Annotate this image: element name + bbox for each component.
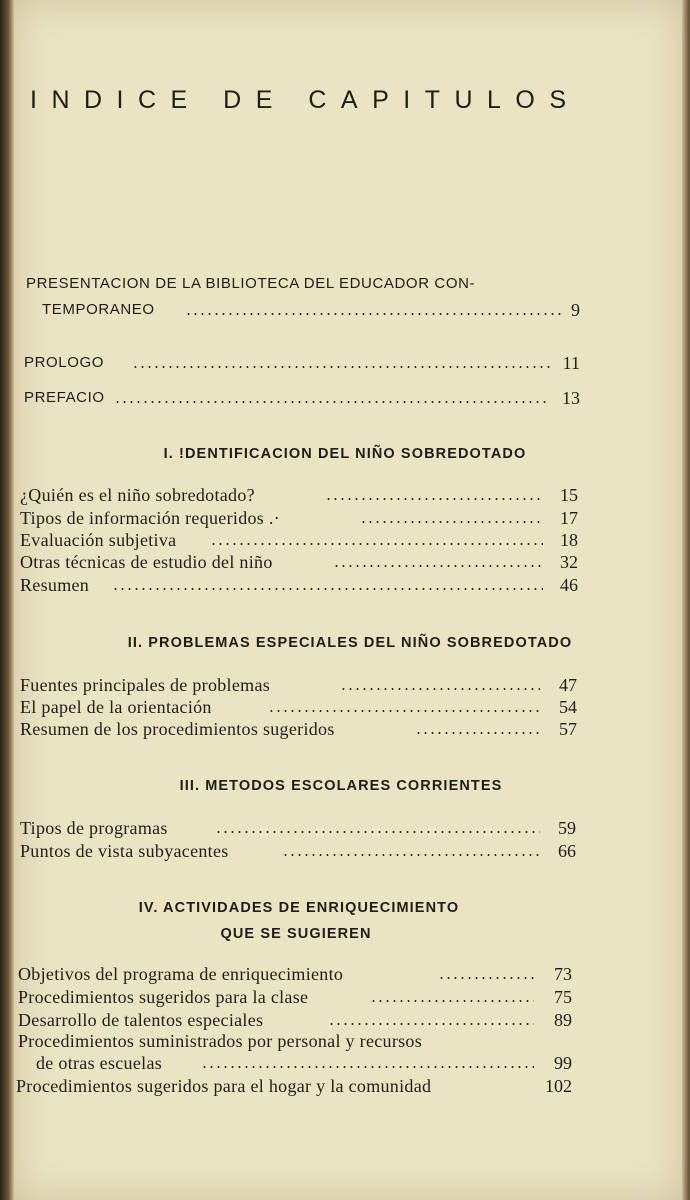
entry-page: 57 bbox=[559, 719, 577, 739]
chapter-4-heading-line2: QUE SE SUGIEREN bbox=[220, 926, 372, 942]
chapter-4-heading-line1: IV. ACTIVIDADES DE ENRIQUECIMIENTO bbox=[138, 900, 460, 916]
entry-label: Procedimientos sugeridos para el hogar y la comunidad bbox=[16, 1076, 432, 1096]
presentacion-line1: PRESENTACION DE LA BIBLIOTECA DEL EDUCADOR CON- bbox=[26, 275, 476, 292]
entry-page: 102 bbox=[545, 1076, 572, 1096]
dot-leader bbox=[415, 732, 540, 734]
dot-leader bbox=[370, 1000, 534, 1002]
chapter-2-heading: II. PROBLEMAS ESPECIALES DEL NIÑO SOBREDOTADO bbox=[127, 635, 573, 651]
toc-entry[interactable] bbox=[36, 1053, 572, 1075]
dot-leader bbox=[201, 1066, 534, 1068]
entry-label: PROLOGO bbox=[24, 354, 105, 371]
toc-entry[interactable] bbox=[20, 575, 578, 597]
toc-entry-presentacion[interactable] bbox=[42, 300, 580, 322]
entry-page: 18 bbox=[560, 530, 578, 550]
entry-label: Desarrollo de talentos especiales bbox=[18, 1010, 264, 1030]
entry-label: El papel de la orientación bbox=[20, 697, 212, 717]
entry-label: Procedimientos sugeridos para la clase bbox=[18, 987, 309, 1007]
entry-label: PREFACIO bbox=[24, 389, 105, 406]
entry-label: Tipos de programas bbox=[20, 818, 168, 838]
dot-leader bbox=[328, 1023, 534, 1025]
entry-page: 47 bbox=[559, 675, 577, 695]
toc-entry[interactable] bbox=[20, 552, 578, 574]
book-spine-shadow bbox=[0, 0, 14, 1200]
entry-label: de otras escuelas bbox=[36, 1053, 163, 1073]
dot-leader bbox=[360, 521, 543, 523]
dot-leader bbox=[282, 854, 540, 856]
toc-entry[interactable] bbox=[20, 675, 577, 697]
entry-page: 54 bbox=[559, 697, 577, 717]
entry-page: 13 bbox=[562, 388, 580, 408]
dot-leader bbox=[215, 831, 540, 833]
dot-leader bbox=[210, 543, 543, 545]
toc-entry-prologo[interactable] bbox=[24, 353, 580, 375]
entry-page: 75 bbox=[554, 987, 572, 1007]
toc-entry[interactable] bbox=[20, 697, 577, 719]
entry-page: 11 bbox=[562, 353, 580, 373]
dot-leader bbox=[333, 565, 543, 567]
entry-page: 9 bbox=[571, 300, 580, 320]
entry-page: 59 bbox=[558, 818, 576, 838]
toc-entry[interactable] bbox=[18, 964, 572, 986]
entry-label: Fuentes principales de problemas bbox=[20, 675, 271, 695]
dot-leader bbox=[112, 588, 543, 590]
page-title: INDICE DE CAPITULOS bbox=[30, 86, 581, 114]
page-edge-shadow bbox=[682, 0, 690, 1200]
entry-page: 99 bbox=[554, 1053, 572, 1073]
entry-page: 46 bbox=[560, 575, 578, 595]
entry-page: 73 bbox=[554, 964, 572, 984]
entry-label: ¿Quién es el niño sobredotado? bbox=[20, 485, 255, 505]
entry-label: Objetivos del programa de enriquecimiento bbox=[18, 964, 344, 984]
entry-page: 89 bbox=[554, 1010, 572, 1030]
toc-entry[interactable] bbox=[20, 841, 576, 863]
toc-entry[interactable] bbox=[20, 530, 578, 552]
entry-label: Otras técnicas de estudio del niño bbox=[20, 552, 273, 572]
dot-leader bbox=[325, 498, 543, 500]
toc-entry[interactable] bbox=[18, 1010, 572, 1032]
dot-leader bbox=[114, 401, 549, 403]
dot-leader bbox=[340, 688, 540, 690]
toc-entry-prefacio[interactable] bbox=[24, 388, 580, 410]
entry-label-line1: Procedimientos suministrados por personal y recursos bbox=[18, 1031, 423, 1051]
entry-label: TEMPORANEO bbox=[42, 301, 155, 318]
entry-page: 66 bbox=[558, 841, 576, 861]
dot-leader bbox=[185, 313, 565, 315]
entry-label: Resumen de los procedimientos sugeridos bbox=[20, 719, 335, 739]
chapter-3-heading: III. METODOS ESCOLARES CORRIENTES bbox=[179, 778, 503, 794]
entry-label: Evaluación subjetiva bbox=[20, 530, 177, 550]
dot-leader bbox=[132, 366, 552, 368]
entry-label: Resumen bbox=[20, 575, 90, 595]
toc-entry[interactable] bbox=[16, 1076, 572, 1098]
toc-entry[interactable] bbox=[20, 485, 578, 507]
entry-page: 15 bbox=[560, 485, 578, 505]
toc-entry[interactable] bbox=[20, 508, 578, 530]
toc-entry[interactable] bbox=[18, 987, 572, 1009]
entry-label: Tipos de información requeridos .· bbox=[20, 508, 280, 528]
entry-label: Puntos de vista subyacentes bbox=[20, 841, 229, 861]
entry-page: 17 bbox=[560, 508, 578, 528]
dot-leader bbox=[268, 710, 540, 712]
chapter-1-heading: I. !DENTIFICACION DEL NIÑO SOBREDOTADO bbox=[163, 446, 527, 462]
dot-leader bbox=[438, 977, 534, 979]
toc-entry[interactable] bbox=[20, 719, 577, 741]
toc-entry[interactable] bbox=[20, 818, 576, 840]
entry-page: 32 bbox=[560, 552, 578, 572]
